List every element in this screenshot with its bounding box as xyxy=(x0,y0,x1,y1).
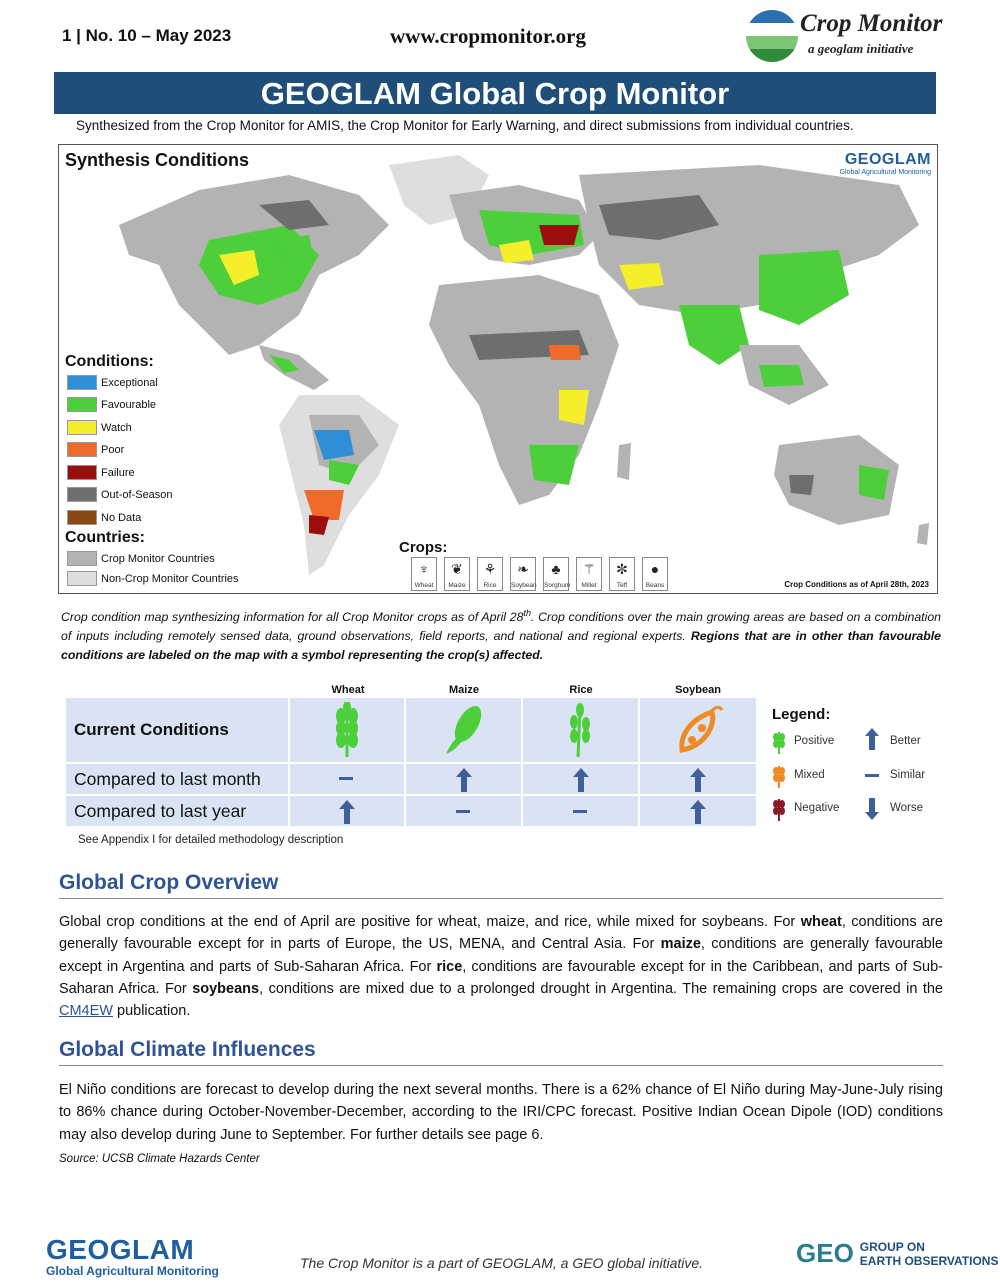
crop-teff xyxy=(609,557,635,591)
footer-geo-logo-sub xyxy=(860,1240,999,1268)
up-arrow-icon xyxy=(339,800,355,824)
legend-watch xyxy=(67,420,132,435)
col-soybean: Soybean xyxy=(675,684,721,696)
overview-t6: publication. xyxy=(112,1003,191,1020)
crop-monitor-logo xyxy=(746,8,946,64)
legend-no-data xyxy=(67,510,141,525)
maize-icon: ❦ xyxy=(451,561,463,577)
crop-wheat xyxy=(411,557,437,591)
issue-number: 1 | No. 10 – May 2023 xyxy=(62,26,232,45)
crop-rice xyxy=(477,557,503,591)
legend-positive: Positive xyxy=(794,735,835,747)
similar-icon xyxy=(339,777,353,780)
footer-geo-logo xyxy=(796,1238,998,1269)
legend-negative: Negative xyxy=(794,802,840,814)
crop-millet xyxy=(576,557,602,591)
overview-b2: maize xyxy=(660,936,701,953)
swatch-exceptional xyxy=(67,375,97,390)
legend-cm-countries xyxy=(67,551,215,566)
logo-subtitle: a geoglam initiative xyxy=(808,41,914,56)
methodology-note: See Appendix I for detailed methodology description xyxy=(78,834,344,846)
legend-label: Non-Crop Monitor Countries xyxy=(101,572,239,585)
up-arrow-icon xyxy=(456,768,472,792)
climate-rule xyxy=(59,1065,943,1066)
overview-t3: , conditions are generally favourable except in Argentina and parts of Sub-Saharan Africa. For xyxy=(59,936,943,975)
legend-exceptional xyxy=(67,375,158,390)
row-year-label: Compared to last year xyxy=(74,800,247,821)
legend-label: Crop Monitor Countries xyxy=(101,552,215,565)
map-title: Synthesis Conditions xyxy=(65,150,250,170)
sorghum-icon: ♣ xyxy=(551,561,561,577)
crop-label: Maize xyxy=(448,582,466,589)
countries-legend-title: Countries: xyxy=(65,529,145,546)
legend-label: No Data xyxy=(101,511,142,524)
caption-part2: . Crop conditions over the main growing areas are based on a combination of inputs including remotely sensed data, ground observations, field reports, and national and regional experts. xyxy=(61,610,941,644)
footer-text: The Crop Monitor is a part of GEOGLAM, a GEO global initiative. xyxy=(300,1255,704,1271)
overview-b1: wheat xyxy=(800,914,842,930)
map-geoglam-logo xyxy=(840,151,931,176)
legend-label: Exceptional xyxy=(101,376,158,389)
legend-poor xyxy=(67,442,124,457)
globe-icon xyxy=(746,10,798,62)
swatch-watch xyxy=(67,420,97,435)
soybean-icon: ❧ xyxy=(517,561,529,577)
footer-geo-line2: EARTH OBSERVATIONS xyxy=(859,1253,999,1268)
negative-wheat-icon xyxy=(772,795,786,821)
map-geoglam-logo-text: GEOGLAM xyxy=(844,151,931,168)
map-caption xyxy=(61,604,941,665)
better-arrow-icon xyxy=(865,728,879,750)
crop-label: Teff xyxy=(616,582,628,589)
synthesis-map xyxy=(58,144,938,594)
overview-t1: Global crop conditions at the end of April are positive for wheat, maize, and rice, while mixed for soybeans. For xyxy=(59,914,801,930)
conditions-legend-title: Conditions: xyxy=(65,353,154,370)
legend-mixed: Mixed xyxy=(794,769,825,781)
overview-t5: , conditions are mixed due to a prolonged drought in Argentina. The remaining crops are covered in the xyxy=(259,980,943,997)
swatch-failure xyxy=(67,465,97,480)
up-arrow-icon xyxy=(690,768,706,792)
overview-t4: , conditions are favourable except for in the Caribbean, and parts of Sub-Saharan Africa. For xyxy=(59,958,943,997)
crop-label: Beans xyxy=(645,582,665,589)
swatch-poor xyxy=(67,442,97,457)
legend-title: Legend: xyxy=(772,706,831,723)
crop-label: Millet xyxy=(581,582,597,589)
beans-icon: ● xyxy=(650,561,660,577)
similar-icon xyxy=(573,810,587,813)
caption-bold: Regions that are in other than favourable conditions are labeled on the map with a symbol representing the crop(s) affected. xyxy=(61,629,941,663)
logo-title: Crop Monitor xyxy=(800,10,943,37)
crop-maize xyxy=(444,557,470,591)
swatch-cm-countries xyxy=(67,551,97,566)
swatch-out-of-season xyxy=(67,487,97,502)
crops-legend-title: Crops: xyxy=(399,539,448,556)
similar-dash-icon xyxy=(865,774,879,777)
footer-geoglam-logo xyxy=(46,1234,219,1278)
teff-icon: ✼ xyxy=(616,561,628,577)
world-map-graphic xyxy=(59,145,938,594)
wheat-icon: ♆ xyxy=(418,561,430,577)
cm4ew-link[interactable]: CM4EW xyxy=(59,1003,113,1020)
legend-label: Failure xyxy=(101,466,135,479)
overview-heading: Global Crop Overview xyxy=(59,871,279,894)
col-rice: Rice xyxy=(569,684,593,696)
col-wheat: Wheat xyxy=(331,684,365,696)
legend-worse: Worse xyxy=(890,802,924,814)
soybean-mixed-icon xyxy=(674,702,724,758)
footer-geo-line1: GROUP ON xyxy=(859,1239,925,1254)
maize-positive-icon xyxy=(442,702,488,758)
page-subtitle: Synthesized from the Crop Monitor for AMIS, the Crop Monitor for Early Warning, and direct submissions from individual countries. xyxy=(76,118,854,133)
crop-sorghum xyxy=(543,557,569,591)
crop-label: Soybean xyxy=(511,582,537,589)
climate-source: Source: UCSB Climate Hazards Center xyxy=(59,1153,260,1165)
positive-wheat-icon xyxy=(772,728,786,754)
legend-favourable xyxy=(67,397,156,412)
website-url[interactable]: www.cropmonitor.org xyxy=(390,24,586,48)
page-title: GEOGLAM Global Crop Monitor xyxy=(54,72,936,114)
legend-similar: Similar xyxy=(890,769,926,781)
rice-positive-icon xyxy=(566,702,596,758)
up-arrow-icon xyxy=(690,800,706,824)
crops-legend xyxy=(411,557,668,591)
legend-non-cm-countries xyxy=(67,571,239,586)
caption-sup: th xyxy=(523,608,531,618)
swatch-no-data xyxy=(67,510,97,525)
legend-better: Better xyxy=(890,735,921,747)
crop-soybean xyxy=(510,557,536,591)
crop-label: Sorghum xyxy=(544,582,571,589)
overview-t2: , conditions are generally favourable except for in parts of Europe, the US, MENA, and Central Asia. For xyxy=(59,914,943,953)
legend-label: Favourable xyxy=(101,398,157,411)
row-current-label: Current Conditions xyxy=(74,720,229,739)
legend-label: Out-of-Season xyxy=(101,488,173,501)
overview-b3: rice xyxy=(436,958,463,975)
swatch-non-cm-countries xyxy=(67,571,97,586)
mixed-wheat-icon xyxy=(772,762,786,788)
climate-heading: Global Climate Influences xyxy=(59,1038,316,1061)
similar-icon xyxy=(456,810,470,813)
crop-beans xyxy=(642,557,668,591)
legend-label: Poor xyxy=(101,443,125,456)
overview-rule xyxy=(59,898,943,899)
overview-b4: soybeans xyxy=(192,980,260,997)
legend-label: Watch xyxy=(101,421,132,434)
rice-icon: ⚘ xyxy=(483,561,497,577)
col-maize: Maize xyxy=(449,684,479,696)
map-date-note: Crop Conditions as of April 28th, 2023 xyxy=(784,580,929,589)
page-header xyxy=(0,0,1000,70)
legend-failure xyxy=(67,465,135,480)
millet-icon: ⚚ xyxy=(582,561,596,577)
overview-text xyxy=(59,911,943,1022)
legend-out-of-season xyxy=(67,487,173,502)
worse-arrow-icon xyxy=(865,798,879,820)
climate-text: El Niño conditions are forecast to develop during the next several months. There is a 62% chance of El Niño during May-June-July rising to 86% chance during October-November-December, according to the IRI/CPC forecast. Positive Indian Ocean Dipole (IOD) conditions may also develop during June to September. For further details see page 6. xyxy=(59,1082,943,1143)
conditions-table xyxy=(66,684,756,834)
table-legend xyxy=(772,706,972,826)
footer-geoglam-logo-text: GEOGLAM xyxy=(46,1234,195,1265)
map-geoglam-logo-sub: Global Agricultural Monitoring xyxy=(839,169,931,176)
caption-part1: Crop condition map synthesizing information for all Crop Monitor crops as of April 28 xyxy=(61,610,524,625)
footer-geoglam-logo-sub: Global Agricultural Monitoring xyxy=(46,1264,219,1278)
row-month-label: Compared to last month xyxy=(74,768,261,789)
crop-label: Wheat xyxy=(414,582,434,589)
footer-geo-logo-text: GEO xyxy=(796,1238,854,1268)
wheat-positive-icon xyxy=(330,702,364,758)
crop-label: Rice xyxy=(483,582,497,589)
swatch-favourable xyxy=(67,397,97,412)
up-arrow-icon xyxy=(573,768,589,792)
